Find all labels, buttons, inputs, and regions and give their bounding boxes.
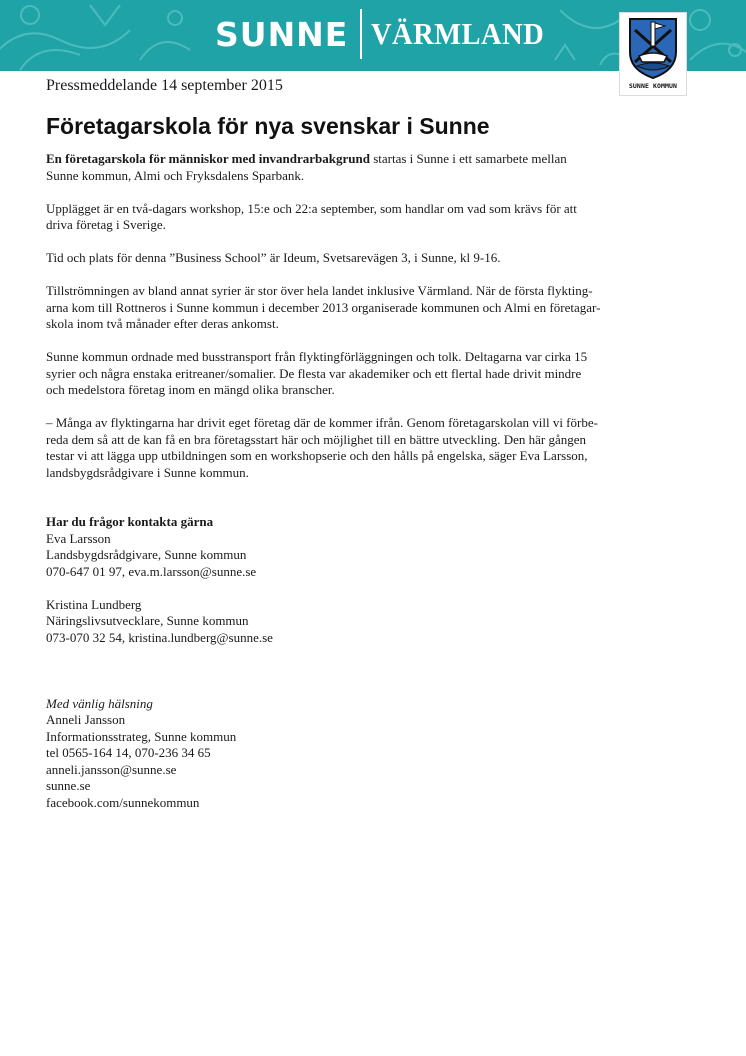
- article-body: [46, 151, 646, 811]
- paragraph-2-line-1: Upplägget är en två-dagars workshop, 15:e och 22:a september, som handlar om vad som krävs för att: [46, 200, 577, 216]
- paragraph-4-line-2: arna kom till Rottneros i Sunne kommun i december 2013 organiserade kommunen och Almi en företagar-: [46, 299, 601, 315]
- page-title: Företagarskola för nya svenskar i Sunne: [46, 113, 490, 139]
- contacts-heading: Har du frågor kontakta gärna: [46, 514, 214, 529]
- contact-name: Eva Larsson: [46, 530, 111, 546]
- quote-line-1: – Många av flyktingarna har drivit eget företag där de kommer ifrån. Genom företagarskolan vill vi förbe-: [46, 415, 598, 430]
- contact-role: Näringslivsutvecklare, Sunne kommun: [46, 613, 249, 628]
- paragraph-2-line-2: driva företag i Sverige.: [46, 217, 166, 232]
- dateline: Pressmeddelande 14 september 2015: [46, 77, 283, 94]
- signoff-greeting: Med vänlig hälsning: [46, 695, 153, 711]
- signoff-website: sunne.se: [46, 778, 91, 793]
- lead-rest: startas i Sunne i ett samarbete mellan: [369, 151, 567, 166]
- brand-divider: [360, 9, 362, 59]
- signoff-role: Informationsstrateg, Sunne kommun: [46, 728, 237, 744]
- lead-bold: En företagarskola för människor med invandrarbakgrund: [46, 151, 370, 166]
- logo-caption: SUNNE KOMMUN: [628, 82, 678, 90]
- contact-name: Kristina Lundberg: [46, 596, 142, 612]
- signoff-facebook: facebook.com/sunnekommun: [46, 794, 200, 810]
- quote-line-2: reda dem så att de kan få en bra företagsstart här och möjlighet till en bättre utveckling. Den här gången: [46, 431, 587, 447]
- coat-of-arms-icon: [627, 16, 679, 80]
- signoff-name: Anneli Jansson: [46, 712, 126, 727]
- contact-details: 070-647 01 97, eva.m.larsson@sunne.se: [46, 563, 257, 579]
- paragraph-5-line-2: syrier och några enstaka eritreaner/somalier. De flesta var akademiker och ett flertal hade drivit mindre: [46, 365, 582, 381]
- paragraph-4-line-1: Tillströmningen av bland annat syrier är stor över hela landet inklusive Värmland. När de första flykting-: [46, 283, 593, 298]
- quote-line-4: landsbygdsrådgivare i Sunne kommun.: [46, 464, 249, 480]
- municipality-logo: [619, 12, 687, 96]
- paragraph-5-line-1: Sunne kommun ordnade med busstransport från flyktingförläggningen och tolk. Deltagarna var cirka 15: [46, 349, 588, 364]
- quote-line-3: testar vi att lägga upp utbildningen som en workshopserie och den hålls på engelska, säger Eva Larsson,: [46, 448, 588, 463]
- lead-paragraph: [46, 151, 646, 168]
- brand-lockup: [215, 8, 560, 60]
- contact-details: 073-070 32 54, kristina.lundberg@sunne.se: [46, 629, 273, 645]
- brand-sunne: SUNNE: [215, 14, 349, 54]
- paragraph-3-line-1: Tid och plats för denna ”Business School” är Ideum, Svetsarevägen 3, i Sunne, kl 9-16.: [46, 250, 501, 265]
- brand-varmland: VÄRMLAND: [371, 16, 545, 51]
- signoff-phone: tel 0565-164 14, 070-236 34 65: [46, 745, 211, 760]
- signoff-email: anneli.jansson@sunne.se: [46, 761, 177, 777]
- lead-line-2: Sunne kommun, Almi och Fryksdalens Sparbank.: [46, 167, 305, 183]
- paragraph-5-line-3: och medelstora företag inom en mängd olika branscher.: [46, 382, 335, 397]
- contact-role: Landsbygdsrådgivare, Sunne kommun: [46, 547, 247, 562]
- paragraph-4-line-3: skola inom två månader efter deras ankomst.: [46, 316, 279, 331]
